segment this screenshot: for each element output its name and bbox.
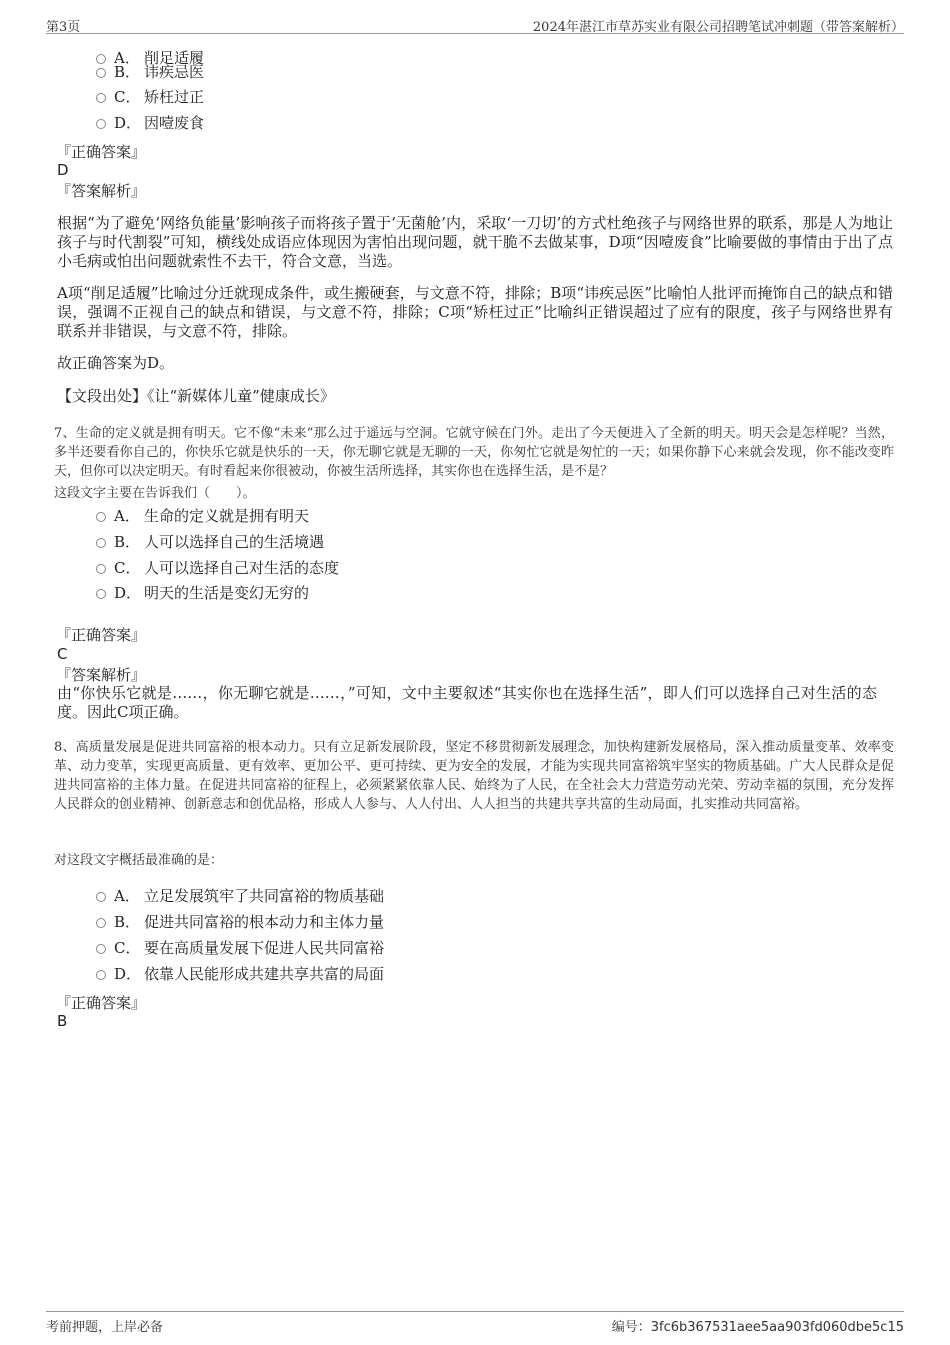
document-title: 2024年湛江市草苏实业有限公司招聘笔试冲刺题（带答案解析） [532, 20, 904, 35]
q7-answer: C [57, 645, 68, 663]
radio-icon[interactable] [96, 918, 106, 928]
q6-analysis-paragraph: A项“削足适履”比喻过分迁就现成条件，或生搬硬套，与文意不符，排除；B项“讳疾忌医”比喻怕人批评而掩饰自己的缺点和错误，强调不正视自己的缺点和错误，与文意不符，排除；C项“矫枉过正”比喻纠正错误超过了应有的限度，孩子与网络世界有联系并非错误，与文意不符，排除。 [57, 284, 893, 340]
q6-analysis-paragraph: 根据“为了避免‘网络负能量’影响孩子而将孩子置于‘无菌舱’内，采取‘一刀切’的方式杜绝孩子与网络世界的联系，那是人为地让孩子与时代割裂”可知，横线处成语应体现因为害怕出现问题，就干脆不去做某事，D项“因噎废食”比喻要做的事情由于出了点小毛病或怕出问题就索性不去干，符合文意，当选。 [57, 214, 893, 270]
radio-icon[interactable] [96, 93, 106, 103]
q7-analysis: 由“你快乐它就是……，你无聊它就是……，”可知，文中主要叙述“其实你也在选择生活”，即人们可以选择自己对生活的态度。因此C项正确。 [57, 684, 877, 721]
q7-prompt: 这段文字主要在告诉我们（ ）。 [54, 486, 256, 501]
q8-stem: 8、高质量发展是促进共同富裕的根本动力。只有立足新发展阶段，坚定不移贯彻新发展理念，加快构建新发展格局，深入推动质量变革、效率变革、动力变革，实现更高质量、更有效率、更加公平、更可持续、更为安全的发展，才能为实现共同富裕筑牢坚实的物质基础。广大人民群众是促进共同富裕的主体力量。在促进共同富裕的征程上，必须紧紧依靠人民、始终为了人民，在全社会大力营造劳动光荣、劳动幸福的氛围，充分发挥人民群众的创业精神、创新意志和创优品格，形成人人参与、人人付出、人人担当的共建共享共富的生动局面，扎实推动共同富裕。 [54, 740, 894, 812]
code-label: 编号： [611, 1320, 651, 1335]
q8-option-b[interactable]: B． 促进共同富裕的根本动力和主体力量 [96, 912, 384, 932]
q6-analysis-label: 『答案解析』 [56, 182, 147, 200]
radio-icon[interactable] [96, 970, 106, 980]
footer-slogan: 考前押题，上岸必备 [46, 1320, 164, 1335]
q8-prompt: 对这段文字概括最准确的是： [54, 853, 224, 868]
q6-option-c[interactable]: C． 矫枉过正 [96, 87, 204, 107]
radio-icon[interactable] [96, 564, 106, 574]
q7-stem: 7、生命的定义就是拥有明天。它不像“未来”那么过于遥远与空洞。它就守候在门外。走出了今天便进入了全新的明天。明天会是怎样呢？当然，多半还要看你自己的，你快乐它就是快乐的一天，你无聊它就是无聊的一天，你匆忙它就是匆忙的一天；如果你静下心来就会发现，你不能改变昨天，但你可以决定明天。有时看起来你很被动，你被生活所选择，其实你也在选择生活，是不是？ [54, 426, 894, 479]
radio-icon[interactable] [96, 892, 106, 902]
code-value: 3fc6b367531aee5aa903fd060dbe5c15 [650, 1320, 904, 1335]
q7-option-a[interactable]: A． 生命的定义就是拥有明天 [96, 506, 309, 526]
q6-answer-label: 『正确答案』 [56, 143, 147, 161]
radio-icon[interactable] [96, 68, 106, 78]
document-code [612, 1316, 904, 1335]
q8-option-c[interactable]: C． 要在高质量发展下促进人民共同富裕 [96, 938, 384, 958]
q7-option-d[interactable]: D． 明天的生活是变幻无穷的 [96, 583, 309, 603]
radio-icon[interactable] [96, 538, 106, 548]
q7-option-b[interactable]: B． 人可以选择自己的生活境遇 [96, 532, 324, 552]
radio-icon[interactable] [96, 589, 106, 599]
page-footer [46, 1311, 904, 1335]
q8-answer: B [57, 1012, 68, 1030]
q7-option-c[interactable]: C． 人可以选择自己对生活的态度 [96, 558, 339, 578]
radio-icon[interactable] [96, 512, 106, 522]
q6-answer: D [57, 161, 69, 179]
page-header [46, 14, 904, 34]
q7-analysis-label: 『答案解析』 [56, 666, 147, 684]
q8-answer-label: 『正确答案』 [56, 994, 147, 1012]
page-number: 第3页 [46, 20, 81, 35]
q6-option-d[interactable]: D． 因噎废食 [96, 113, 204, 133]
q6-source: 【文段出处】《让“新媒体儿童”健康成长》 [57, 387, 335, 405]
q6-conclusion: 故正确答案为D。 [57, 354, 175, 372]
radio-icon[interactable] [96, 944, 106, 954]
q6-option-a[interactable]: A． 削足适履 [96, 48, 204, 68]
q7-answer-label: 『正确答案』 [56, 626, 147, 644]
radio-icon[interactable] [96, 119, 106, 129]
q8-option-a[interactable]: A． 立足发展筑牢了共同富裕的物质基础 [96, 886, 384, 906]
q6-option-b[interactable]: B． 讳疾忌医 [96, 62, 204, 82]
q8-option-d[interactable]: D． 依靠人民能形成共建共享共富的局面 [96, 964, 384, 984]
